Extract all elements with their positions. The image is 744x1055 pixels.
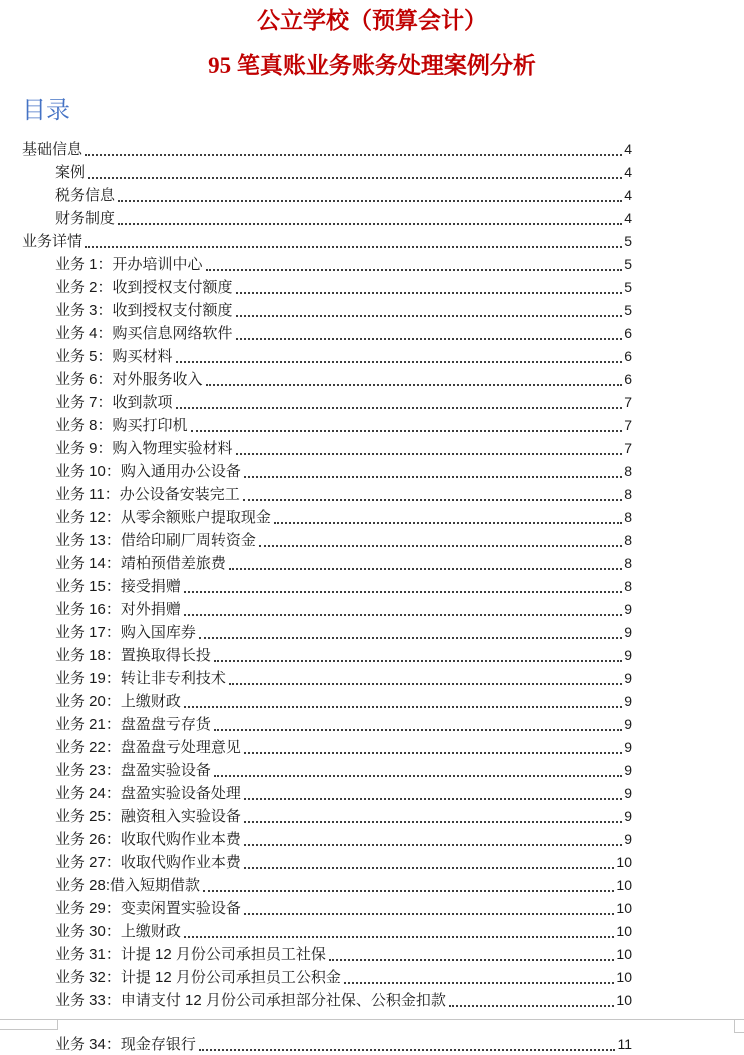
toc-dot-leader xyxy=(244,913,615,915)
page-corner-right xyxy=(734,1019,744,1033)
toc-page-number: 5 xyxy=(624,256,632,272)
toc-page-number: 4 xyxy=(624,164,632,180)
toc-entry[interactable] xyxy=(0,827,744,850)
toc-page-number: 10 xyxy=(616,992,632,1008)
toc-dot-leader xyxy=(449,1005,615,1007)
page-break-divider xyxy=(0,1019,744,1029)
toc-entry[interactable] xyxy=(0,965,744,988)
toc-page-number: 6 xyxy=(624,371,632,387)
toc-dot-leader xyxy=(88,177,622,179)
toc-dot-leader xyxy=(244,752,622,754)
toc-page-number: 10 xyxy=(616,900,632,916)
toc-entry-label: 业务 2：收到授权支付额度 xyxy=(55,279,233,296)
toc-entry-label: 业务 1：开办培训中心 xyxy=(55,256,203,273)
toc-entry-label: 业务 34：现金存银行 xyxy=(55,1036,196,1053)
toc-page-number: 7 xyxy=(624,440,632,456)
toc-entry[interactable] xyxy=(0,252,744,275)
toc-page-number: 8 xyxy=(624,486,632,502)
toc-page-number: 8 xyxy=(624,509,632,525)
toc-dot-leader xyxy=(244,476,622,478)
toc-entry[interactable] xyxy=(0,160,744,183)
toc-page-number: 5 xyxy=(624,302,632,318)
toc-entry-label: 业务 19：转让非专利技术 xyxy=(55,670,226,687)
toc-entry-label: 业务 8：购买打印机 xyxy=(55,417,188,434)
toc-entry-label: 业务 6：对外服务收入 xyxy=(55,371,203,388)
toc-entry-label: 业务 26：收取代购作业本费 xyxy=(55,831,241,848)
toc-page-number: 11 xyxy=(617,1036,632,1052)
toc-dot-leader xyxy=(118,200,622,202)
toc-entry-label: 业务 15：接受捐赠 xyxy=(55,578,181,595)
document-title: 公立学校（预算会计） xyxy=(257,8,487,33)
toc-dot-leader xyxy=(85,154,622,156)
toc-entry[interactable] xyxy=(0,873,744,896)
toc-page-number: 9 xyxy=(624,739,632,755)
toc-entry[interactable] xyxy=(0,344,744,367)
toc-entry-label: 业务 33：申请支付 12 月份公司承担部分社保、公积金扣款 xyxy=(55,992,446,1009)
toc-page-number: 9 xyxy=(624,808,632,824)
toc-page-number: 5 xyxy=(624,233,632,249)
toc-page-number: 9 xyxy=(624,601,632,617)
toc-dot-leader xyxy=(236,315,623,317)
toc-entry[interactable] xyxy=(0,321,744,344)
toc-page-number: 4 xyxy=(624,187,632,203)
toc-entry-label: 业务 13：借给印刷厂周转资金 xyxy=(55,532,256,549)
toc-entry[interactable] xyxy=(0,413,744,436)
toc-dot-leader xyxy=(184,614,622,616)
toc-page-number: 8 xyxy=(624,532,632,548)
toc-page-number: 9 xyxy=(624,785,632,801)
toc-page-number: 10 xyxy=(616,854,632,870)
toc-entry[interactable] xyxy=(0,1032,744,1055)
toc-page-number: 8 xyxy=(624,463,632,479)
toc-entry[interactable] xyxy=(0,574,744,597)
toc-entry-label: 业务 14：靖柏预借差旅费 xyxy=(55,555,226,572)
toc-entry[interactable] xyxy=(0,137,744,160)
toc-entry[interactable] xyxy=(0,643,744,666)
toc-list xyxy=(0,137,744,1011)
document-subtitle: 95 笔真账业务账务处理案例分析 xyxy=(208,53,536,78)
toc-entry[interactable] xyxy=(0,919,744,942)
toc-page-number: 9 xyxy=(624,670,632,686)
toc-entry[interactable] xyxy=(0,436,744,459)
toc-dot-leader xyxy=(191,430,623,432)
toc-page-number: 4 xyxy=(624,210,632,226)
toc-entry[interactable] xyxy=(0,666,744,689)
toc-entry-label: 业务 18：置换取得长投 xyxy=(55,647,211,664)
toc-entry-label: 业务 17：购入国库券 xyxy=(55,624,196,641)
toc-entry[interactable] xyxy=(0,482,744,505)
toc-page-number: 5 xyxy=(624,279,632,295)
toc-dot-leader xyxy=(118,223,622,225)
toc-entry[interactable] xyxy=(0,528,744,551)
page-corner-left xyxy=(0,1019,58,1030)
toc-entry-label: 业务 4：购买信息网络软件 xyxy=(55,325,233,342)
toc-dot-leader xyxy=(214,775,622,777)
toc-page-number: 4 xyxy=(624,141,632,157)
toc-dot-leader xyxy=(244,798,622,800)
toc-page-number: 10 xyxy=(616,877,632,893)
toc-page-number: 8 xyxy=(624,555,632,571)
toc-dot-leader xyxy=(214,729,622,731)
toc-entry[interactable] xyxy=(0,735,744,758)
toc-dot-leader xyxy=(244,844,622,846)
toc-dot-leader xyxy=(243,499,622,501)
toc-dot-leader xyxy=(184,936,615,938)
toc-entry-label: 业务 29：变卖闲置实验设备 xyxy=(55,900,241,917)
toc-entry[interactable] xyxy=(0,689,744,712)
toc-dot-leader xyxy=(244,867,615,869)
toc-dot-leader xyxy=(206,384,623,386)
toc-heading: 目录 xyxy=(22,97,70,124)
toc-dot-leader xyxy=(176,361,623,363)
toc-entry[interactable] xyxy=(0,804,744,827)
toc-entry-label: 业务 25：融资租入实验设备 xyxy=(55,808,241,825)
toc-entry[interactable] xyxy=(0,850,744,873)
toc-page-number: 9 xyxy=(624,716,632,732)
toc-dot-leader xyxy=(206,269,623,271)
toc-dot-leader xyxy=(236,292,623,294)
toc-entry-label: 业务 10：购入通用办公设备 xyxy=(55,463,241,480)
toc-dot-leader xyxy=(184,591,622,593)
toc-entry-label: 案例 xyxy=(55,164,86,181)
toc-dot-leader xyxy=(199,1049,616,1051)
toc-entry-label: 业务 12：从零余额账户提取现金 xyxy=(55,509,271,526)
toc-entry[interactable] xyxy=(0,367,744,390)
toc-dot-leader xyxy=(229,568,622,570)
toc-dot-leader xyxy=(344,982,615,984)
toc-entry-label: 业务 21：盘盈盘亏存货 xyxy=(55,716,211,733)
toc-page-number: 9 xyxy=(624,693,632,709)
toc-page-number: 10 xyxy=(616,923,632,939)
toc-entry-label: 业务 7：收到款项 xyxy=(55,394,173,411)
toc-entry-label: 业务详情 xyxy=(22,233,83,250)
toc-entry[interactable] xyxy=(0,275,744,298)
toc-entry[interactable] xyxy=(0,183,744,206)
toc-entry[interactable] xyxy=(0,229,744,252)
toc-dot-leader xyxy=(259,545,622,547)
toc-entry[interactable] xyxy=(0,551,744,574)
toc-entry-label: 业务 20：上缴财政 xyxy=(55,693,181,710)
toc-dot-leader xyxy=(176,407,623,409)
toc-entry-label: 税务信息 xyxy=(55,187,116,204)
toc-dot-leader xyxy=(199,637,622,639)
toc-entry-label: 业务 9：购入物理实验材料 xyxy=(55,440,233,457)
toc-entry-label: 业务 3：收到授权支付额度 xyxy=(55,302,233,319)
toc-page-number: 10 xyxy=(616,969,632,985)
toc-entry[interactable] xyxy=(0,298,744,321)
toc-entry-label: 业务 24：盘盈实验设备处理 xyxy=(55,785,241,802)
toc-entry-label: 业务 5：购买材料 xyxy=(55,348,173,365)
toc-entry-label: 业务 16：对外捐赠 xyxy=(55,601,181,618)
toc-dot-leader xyxy=(85,246,622,248)
toc-page-number: 7 xyxy=(624,417,632,433)
toc-page-number: 6 xyxy=(624,325,632,341)
toc-entry-label: 业务 11：办公设备安装完工 xyxy=(55,486,240,503)
toc-page-number: 10 xyxy=(616,946,632,962)
toc-entry[interactable] xyxy=(0,781,744,804)
toc-entry-label: 业务 32：计提 12 月份公司承担员工公积金 xyxy=(55,969,341,986)
toc-entry[interactable] xyxy=(0,758,744,781)
toc-dot-leader xyxy=(236,338,623,340)
toc-entry[interactable] xyxy=(0,505,744,528)
toc-entry[interactable] xyxy=(0,942,744,965)
toc-entry[interactable] xyxy=(0,459,744,482)
toc-entry-label: 业务 22：盘盈盘亏处理意见 xyxy=(55,739,241,756)
toc-entry-label: 业务 23：盘盈实验设备 xyxy=(55,762,211,779)
toc-entry[interactable] xyxy=(0,896,744,919)
toc-partial-row-container xyxy=(0,1032,744,1055)
toc-entry-label: 业务 31：计提 12 月份公司承担员工社保 xyxy=(55,946,326,963)
toc-entry-label: 财务制度 xyxy=(55,210,116,227)
toc-page-number: 9 xyxy=(624,762,632,778)
toc-entry[interactable] xyxy=(0,390,744,413)
toc-entry-label: 基础信息 xyxy=(22,141,83,158)
toc-entry-label: 业务 27：收取代购作业本费 xyxy=(55,854,241,871)
toc-page-number: 6 xyxy=(624,348,632,364)
toc-entry[interactable] xyxy=(0,620,744,643)
toc-entry[interactable] xyxy=(0,988,744,1011)
toc-entry[interactable] xyxy=(0,712,744,735)
toc-dot-leader xyxy=(184,706,622,708)
toc-entry[interactable] xyxy=(0,206,744,229)
toc-dot-leader xyxy=(236,453,623,455)
toc-dot-leader xyxy=(329,959,615,961)
toc-page-number: 9 xyxy=(624,831,632,847)
toc-page-number: 9 xyxy=(624,624,632,640)
toc-entry-label: 业务 28:借入短期借款 xyxy=(55,877,201,894)
toc-dot-leader xyxy=(274,522,622,524)
toc-page-number: 8 xyxy=(624,578,632,594)
toc-dot-leader xyxy=(244,821,622,823)
toc-dot-leader xyxy=(203,890,614,892)
toc-dot-leader xyxy=(214,660,622,662)
toc-entry-label: 业务 30：上缴财政 xyxy=(55,923,181,940)
toc-page-number: 9 xyxy=(624,647,632,663)
toc-entry[interactable] xyxy=(0,597,744,620)
toc-dot-leader xyxy=(229,683,622,685)
toc-page-number: 7 xyxy=(624,394,632,410)
